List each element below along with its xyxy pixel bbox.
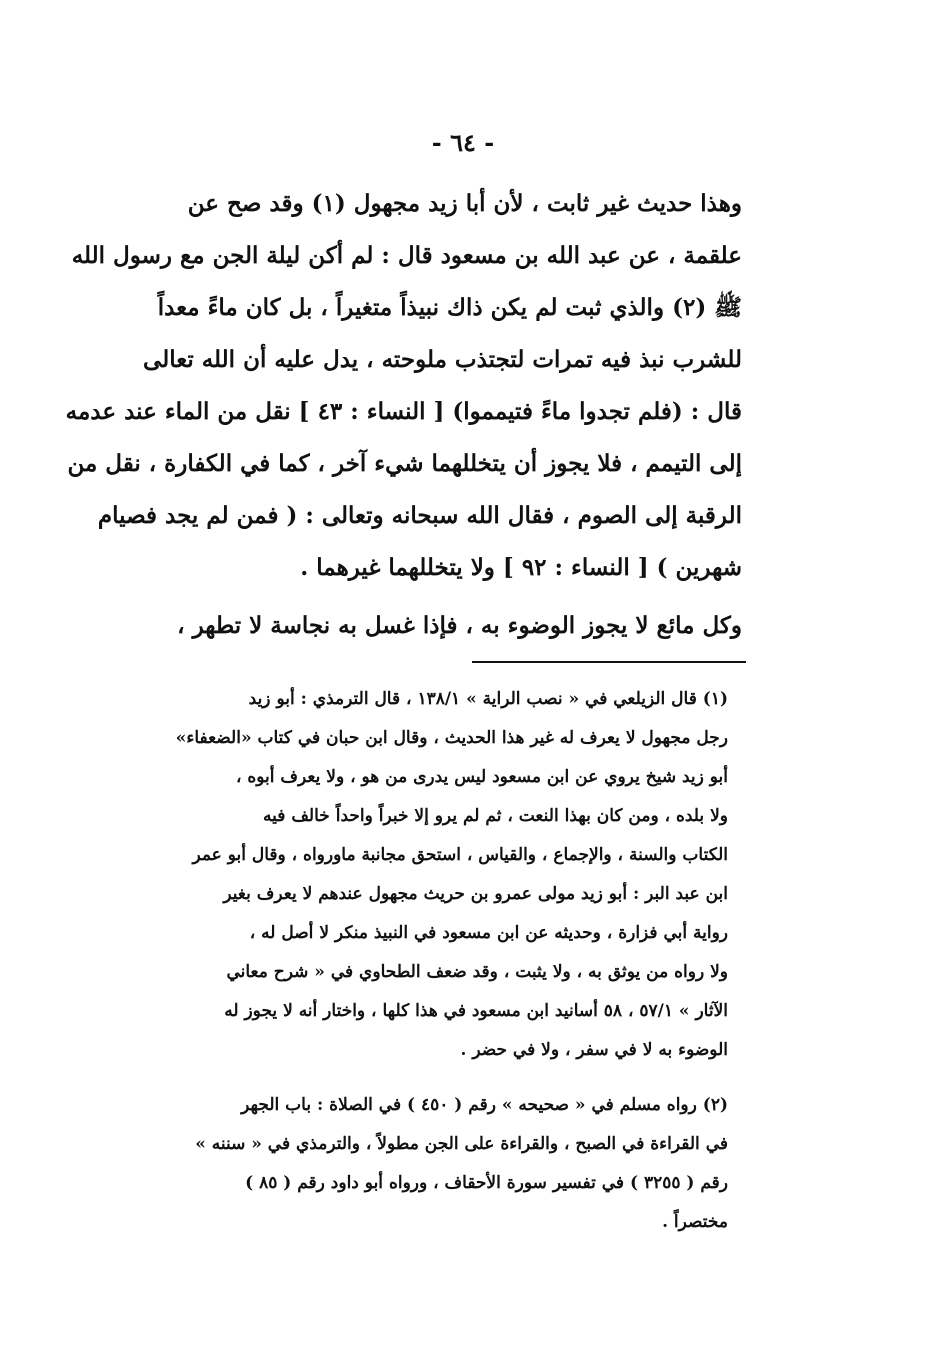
body-line: إلى التيمم ، فلا يجوز أن يتخللهما شيء آخر ، كما في الكفارة ، نقل من — [67, 450, 742, 477]
footnote-line: رجل مجهول لا يعرف له غير هذا الحديث ، وقال ابن حبان في كتاب «الضعفاء» — [175, 728, 728, 748]
footnote-line: ولا رواه من يوثق به ، ولا يثبت ، وقد ضعف الطحاوي في « شرح معاني — [226, 962, 728, 982]
page-number: - ٦٤ - — [431, 128, 495, 157]
footnote-1 — [92, 680, 728, 1070]
body-line: ﷺ (٢) والذي ثبت لم يكن ذاك نبيذاً متغيراً ، بل كان ماءً معداً — [157, 294, 742, 321]
footnote-line: (٢) رواه مسلم في « صحيحه » رقم ( ٤٥٠ ) في الصلاة : باب الجهر — [241, 1095, 728, 1115]
footnote-line: الوضوء به لا في سفر ، ولا في حضر . — [460, 1040, 728, 1060]
body-line: علقمة ، عن عبد الله بن مسعود قال : لم أكن ليلة الجن مع رسول الله — [71, 242, 742, 269]
main-body-text — [65, 178, 742, 652]
footnotes-section — [92, 680, 728, 1242]
footnote-line: مختصراً . — [662, 1212, 728, 1232]
footnote-line: الآثار » ٥٧/١ ، ٥٨ أسانيد ابن مسعود في هذا كلها ، واختار أنه لا يجوز له — [224, 1001, 728, 1021]
footnote-line: رواية أبي فزارة ، وحديثه عن ابن مسعود في النبيذ منكر لا أصل له ، — [249, 923, 728, 943]
body-line: وكل مائع لا يجوز الوضوء به ، فإذا غسل به نجاسة لا تطهر ، — [177, 612, 742, 639]
body-line: شهرين ) [ النساء : ٩٢ ] ولا يتخللهما غيرهما . — [300, 554, 742, 581]
body-line: قال : (فلم تجدوا ماءً فتيمموا) [ النساء : ٤٣ ] نقل من الماء عند عدمه — [65, 398, 742, 425]
footnote-line: ولا بلده ، ومن كان بهذا النعت ، ثم لم يرو إلا خبراً واحداً خالف فيه — [263, 806, 728, 826]
footnote-2 — [92, 1086, 728, 1242]
footnote-line: (١) قال الزيلعي في « نصب الراية » ١٣٨/١ ، قال الترمذي : أبو زيد — [248, 689, 728, 709]
footnote-line: الكتاب والسنة ، والإجماع ، والقياس ، استحق مجانبة ماورواه ، وقال أبو عمر — [192, 845, 728, 865]
footnote-line: ابن عبد البر : أبو زيد مولى عمرو بن حريث مجهول عندهم لا يعرف بغير — [223, 884, 728, 904]
footnote-line: رقم ( ٣٢٥٥ ) في تفسير سورة الأحقاف ، ورواه أبو داود رقم ( ٨٥ ) — [245, 1173, 728, 1193]
footnote-separator — [472, 661, 746, 663]
footnote-line: في القراءة في الصبح ، والقراءة على الجن مطولاً ، والترمذي في « سننه » — [195, 1134, 728, 1154]
body-line: الرقبة إلى الصوم ، فقال الله سبحانه وتعالى : ( فمن لم يجد فصيام — [97, 502, 742, 529]
body-line: للشرب نبذ فيه تمرات لتجتذب ملوحته ، يدل عليه أن الله تعالى — [143, 346, 742, 373]
footnote-line: أبو زيد شيخ يروي عن ابن مسعود ليس يدرى من هو ، ولا يعرف أبوه ، — [235, 767, 728, 787]
body-line: وهذا حديث غير ثابت ، لأن أبا زيد مجهول (١) وقد صح عن — [187, 190, 742, 217]
